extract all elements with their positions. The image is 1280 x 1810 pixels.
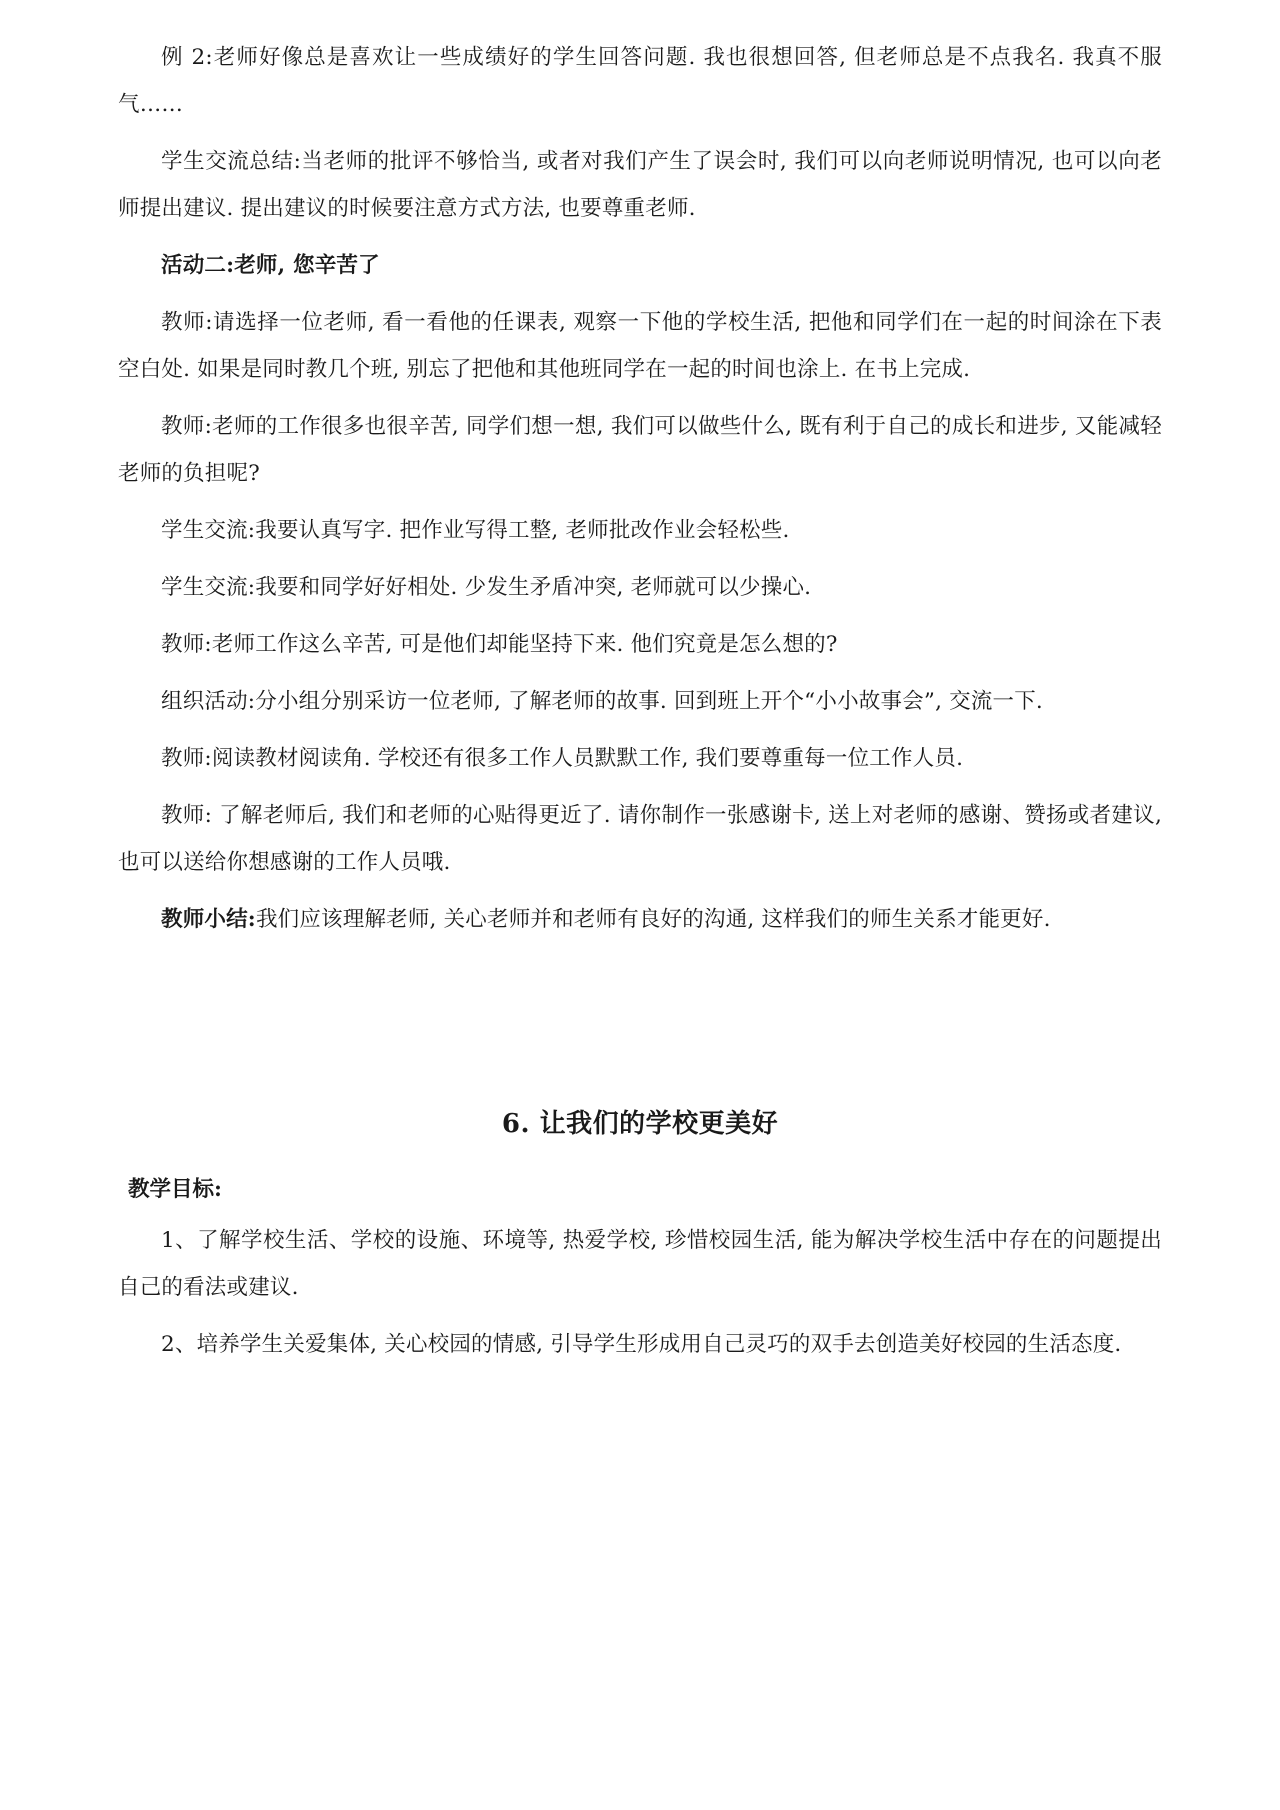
paragraph-student-summary: 学生交流总结:当老师的批评不够恰当, 或者对我们产生了误会时, 我们可以向老师说明情况, 也可以向老师提出建议. 提出建议的时候要注意方式方法, 也要尊重老师. <box>118 149 1162 221</box>
paragraph-teacher-1: 教师:请选择一位老师, 看一看他的任课表, 观察一下他的学校生活, 把他和同学们在一起的时间涂在下表空白处. 如果是同时教几个班, 别忘了把他和其他班同学在一起的时间也涂上. 在书上完成. <box>118 310 1162 382</box>
section-title: 6. 让我们的学校更美好 <box>501 1109 779 1139</box>
paragraph-teacher-4: 教师:阅读教材阅读角. 学校还有很多工作人员默默工作, 我们要尊重每一位工作人员. <box>161 746 964 771</box>
paragraph-teacher-5: 教师: 了解老师后, 我们和老师的心贴得更近了. 请你制作一张感谢卡, 送上对老师的感谢、赞扬或者建议, 也可以送给你想感谢的工作人员哦. <box>118 803 1162 875</box>
objective-item-1: 1、了解学校生活、学校的设施、环境等, 热爱学校, 珍惜校园生活, 能为解决学校生活中存在的问题提出自己的看法或建议. <box>118 1228 1162 1300</box>
heading-activity-two: 活动二:老师, 您辛苦了 <box>161 253 380 278</box>
paragraph-student-2: 学生交流:我要和同学好好相处. 少发生矛盾冲突, 老师就可以少操心. <box>161 575 812 600</box>
paragraph-teacher-3: 教师:老师工作这么辛苦, 可是他们却能坚持下来. 他们究竟是怎么想的? <box>161 632 838 657</box>
paragraph-teacher-2: 教师:老师的工作很多也很辛苦, 同学们想一想, 我们可以做些什么, 既有利于自己的成长和进步, 又能减轻老师的负担呢? <box>118 414 1162 486</box>
objective-item-2: 2、培养学生关爱集体, 关心校园的情感, 引导学生形成用自己灵巧的双手去创造美好校园的生活态度. <box>161 1332 1122 1357</box>
subheading-teaching-objectives: 教学目标: <box>128 1177 222 1202</box>
paragraph-example-2: 例 2:老师好像总是喜欢让一些成绩好的学生回答问题. 我也很想回答, 但老师总是不点我名. 我真不服气…… <box>118 45 1162 117</box>
section-break-spacer <box>118 953 1162 1103</box>
teacher-summary-lead: 教师小结: <box>161 907 256 932</box>
paragraph-organize-activity: 组织活动:分小组分别采访一位老师, 了解老师的故事. 回到班上开个“小小故事会”, 交流一下. <box>161 689 1043 714</box>
teacher-summary-body: 我们应该理解老师, 关心老师并和老师有良好的沟通, 这样我们的师生关系才能更好. <box>255 907 1051 932</box>
paragraph-student-1: 学生交流:我要认真写字. 把作业写得工整, 老师批改作业会轻松些. <box>161 518 790 543</box>
paragraph-teacher-summary <box>118 896 1162 943</box>
